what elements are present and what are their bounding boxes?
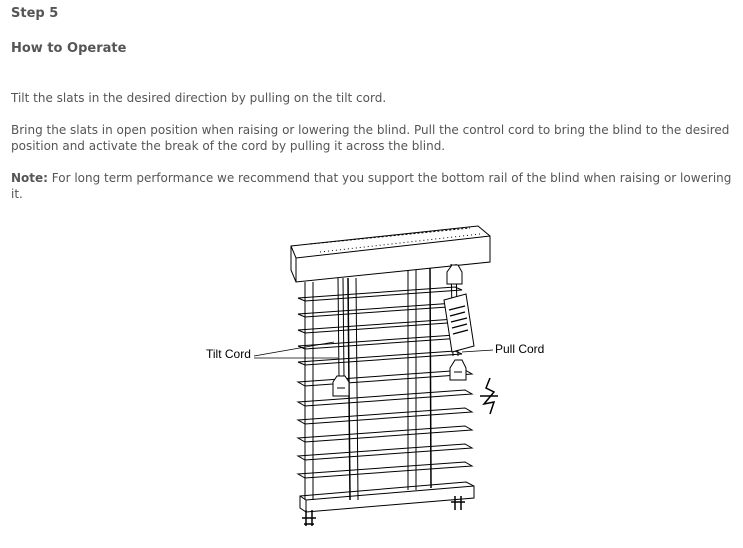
- step-heading: Step 5: [11, 6, 59, 21]
- blind-illustration: [196, 212, 556, 542]
- raise-instruction: Bring the slats in open position when raising or lowering the blind. Pull the control cord to bring the blind to the desired position and activate the break of the cord by pulling it across the blind.: [11, 123, 730, 153]
- slats: [298, 287, 472, 478]
- tilt-instruction: Tilt the slats in the desired direction by pulling on the tilt cord.: [11, 91, 387, 105]
- note-text: For long term performance we recommend that you support the bottom rail of the blind when raising or lowering it.: [11, 171, 732, 201]
- hold-down-bracket: [480, 378, 498, 414]
- section-title: How to Operate: [11, 41, 127, 56]
- tilt-cord-label: Tilt Cord: [206, 347, 251, 361]
- pull-cord: [444, 264, 474, 380]
- pull-cord-label: Pull Cord: [495, 342, 545, 356]
- bottom-rail: [300, 482, 474, 512]
- note-paragraph: [11, 170, 736, 202]
- note-label: Note:: [11, 171, 48, 185]
